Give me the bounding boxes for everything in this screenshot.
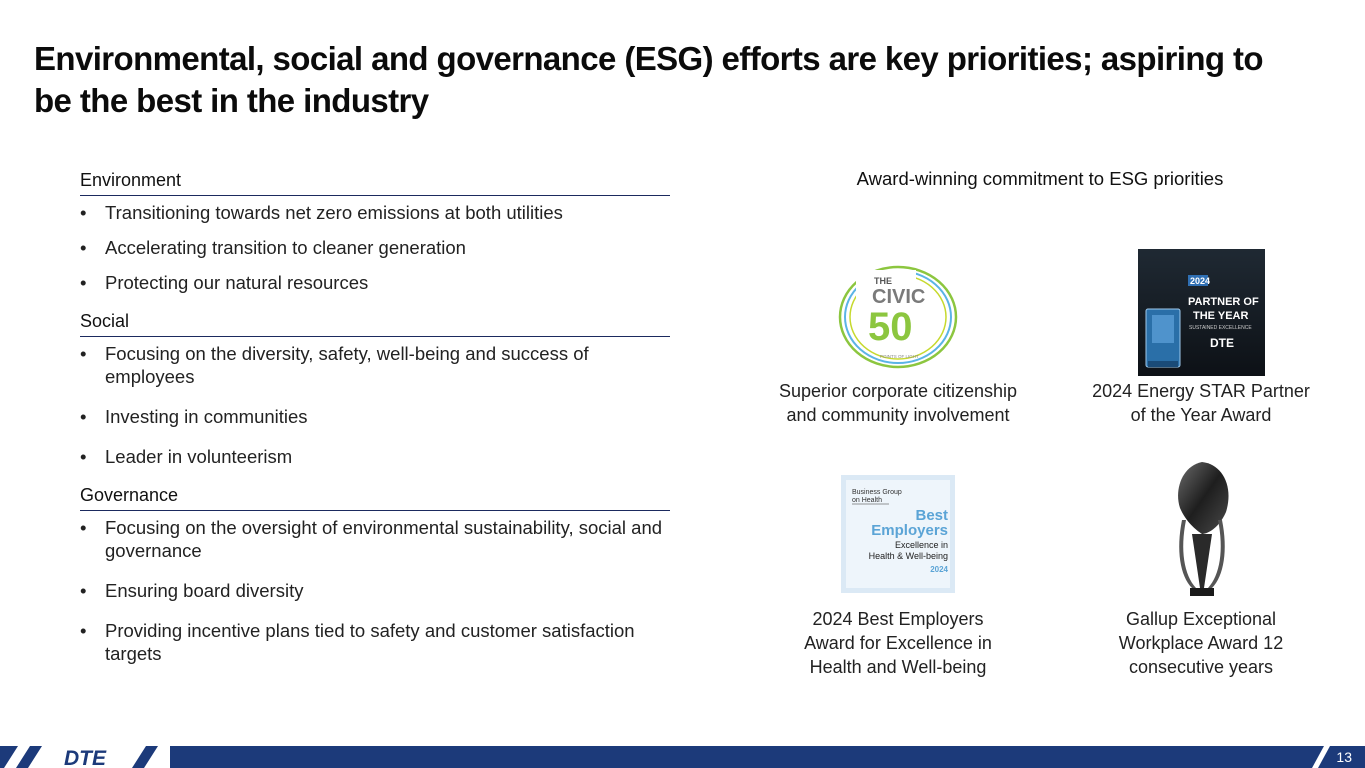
svg-text:2024: 2024 (1190, 276, 1211, 286)
awards-heading: Award-winning commitment to ESG priorities (856, 168, 1224, 189)
svg-text:THE: THE (874, 276, 892, 286)
bullet-icon: • (80, 406, 87, 427)
svg-text:DTE: DTE (64, 747, 106, 768)
page-title: Environmental, social and governance (ESG) efforts are key priorities; aspiring to be the best in the industry (34, 40, 1263, 119)
svg-text:Business Group: Business Group (852, 489, 902, 496)
section-social (80, 311, 670, 468)
bullet-icon: • (80, 272, 87, 293)
best-employers-badge (841, 475, 955, 593)
list-item: • Ensuring board diversity (80, 580, 304, 601)
bullet-icon: • (80, 580, 87, 601)
svg-text:THE YEAR: THE YEAR (1193, 310, 1249, 322)
bullet-icon: • (80, 202, 87, 223)
svg-text:on Health: on Health (852, 497, 882, 504)
bullet-icon: • (80, 343, 87, 364)
section-environment (80, 170, 670, 294)
bullet-icon: • (80, 237, 87, 258)
page-number: 13 (1336, 749, 1352, 765)
list-item: • Protecting our natural resources (80, 272, 369, 293)
civic-50-logo (836, 262, 960, 374)
dte-logo (0, 746, 170, 768)
svg-text:PARTNER OF: PARTNER OF (1188, 296, 1259, 308)
energy-star-caption: 2024 Energy STAR Partner of the Year Award (1092, 381, 1310, 425)
gallup-caption: Gallup Exceptional Workplace Award 12 consecutive years (1118, 609, 1284, 677)
svg-text:Excellence in: Excellence in (894, 540, 948, 550)
esg-sections (80, 170, 670, 665)
svg-text:Employers: Employers (871, 522, 948, 539)
bullet-icon: • (80, 620, 87, 641)
svg-text:50: 50 (868, 305, 913, 349)
list-item: • Accelerating transition to cleaner generation (80, 237, 466, 258)
bullet-icon: • (80, 517, 87, 538)
svg-text:POINTS OF LIGHT: POINTS OF LIGHT (880, 354, 919, 359)
list-item: • Transitioning towards net zero emissions at both utilities (80, 202, 563, 223)
list-item: • Focusing on the oversight of environmental sustainability, social and governance (80, 517, 663, 561)
bullet-list (80, 201, 670, 294)
section-governance (80, 485, 670, 665)
svg-text:Health & Well-being: Health & Well-being (868, 551, 948, 561)
footer-slash-icon (1310, 746, 1334, 768)
section-heading: Social (80, 311, 670, 337)
list-item: • Providing incentive plans tied to safety and customer satisfaction targets (80, 620, 635, 664)
section-heading: Environment (80, 170, 670, 196)
svg-text:CIVIC: CIVIC (872, 286, 926, 308)
bullet-icon: • (80, 446, 87, 467)
gallup-trophy-icon (1166, 460, 1238, 600)
bullet-list (80, 342, 670, 468)
svg-text:SUSTAINED EXCELLENCE: SUSTAINED EXCELLENCE (1189, 325, 1252, 331)
civic-50-caption: Superior corporate citizenship and community involvement (778, 381, 1018, 425)
list-item: • Focusing on the diversity, safety, well-being and success of employees (80, 343, 589, 387)
list-item: • Leader in volunteerism (80, 446, 293, 467)
footer-bar (0, 746, 1365, 768)
svg-text:Best: Best (915, 507, 948, 524)
best-employers-caption: 2024 Best Employers Award for Excellence in Health and Well-being (804, 609, 992, 677)
bullet-list (80, 516, 670, 665)
svg-text:2024: 2024 (930, 565, 948, 574)
list-item: • Investing in communities (80, 406, 308, 427)
section-heading: Governance (80, 485, 670, 511)
energy-star-award-image (1138, 249, 1265, 376)
svg-text:DTE: DTE (1210, 336, 1234, 350)
